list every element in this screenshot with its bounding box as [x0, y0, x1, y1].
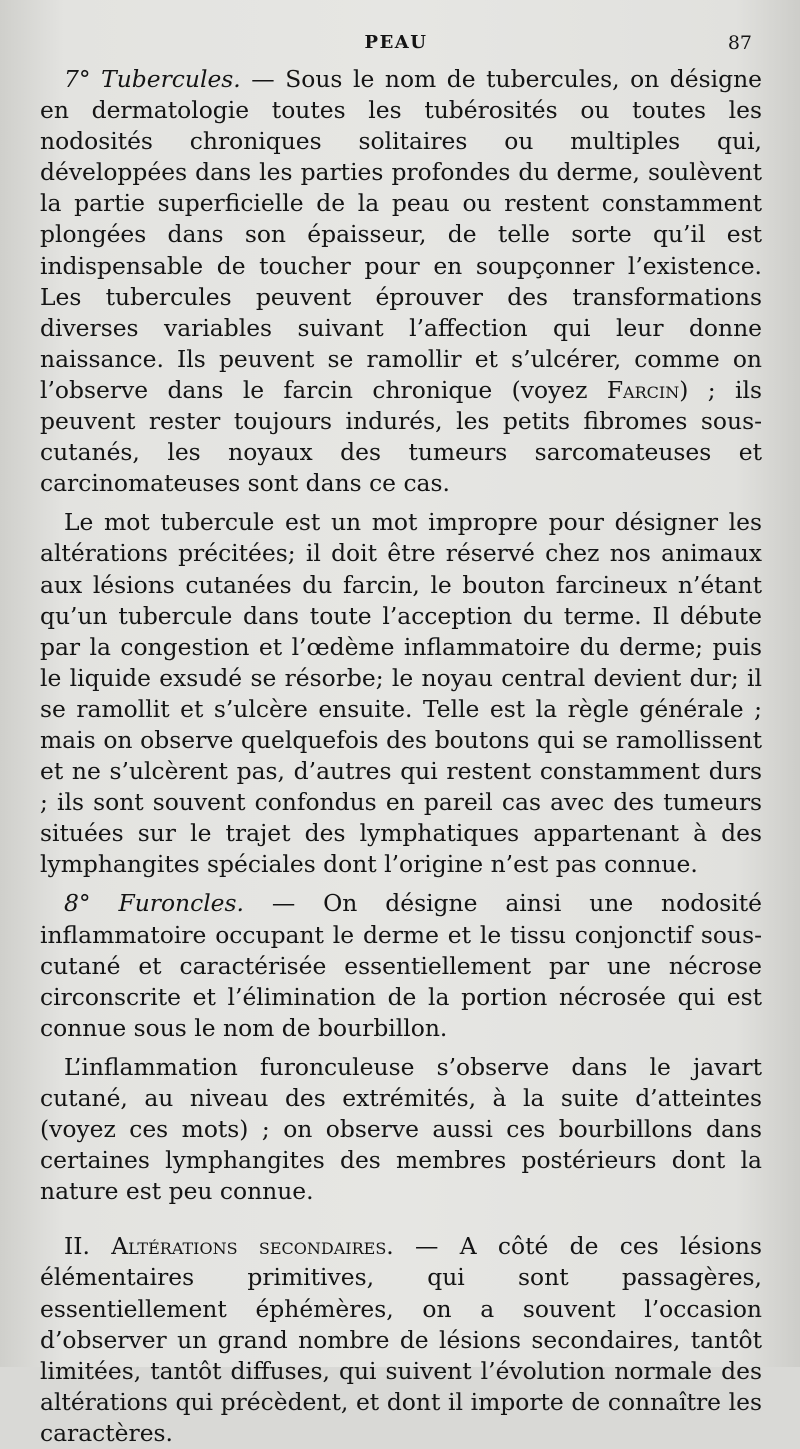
paragraph-tubercules — [40, 64, 762, 499]
body-text — [40, 64, 762, 1449]
paragraph-text: — Sous le nom de tubercules, on désigne en dermatologie toutes les tubérosités ou toutes les nodosités chroniques solitaires ou multiples qui, développées dans les parties profondes du derme, soulèvent la partie superficielle de la peau ou restent constamment plongées dans son épaisseur, de telle sorte qu’il est indispensable de toucher pour en soupçonner l’existence. Les tubercules peuvent éprouver des transformations diverses variables suivant l’affection qui leur donne naissance. Ils peuvent se ramollir et s’ulcérer, comme on l’observe dans le farcin chronique (voyez — [40, 65, 762, 404]
running-head: PEAU — [364, 32, 428, 53]
page-number: 87 — [727, 32, 752, 54]
paragraph-text: ) ; ils peuvent rester toujours indurés, les petits fibromes sous-cutanés, les noyaux des tumeurs sarcomateuses et carcinomateuses sont dans ce cas. — [40, 375, 762, 498]
paragraph-alterations-secondaires — [40, 1231, 762, 1449]
page-header — [40, 32, 752, 60]
section-heading-alterations-secondaires: II. Altérations secondaires. — [64, 1232, 394, 1261]
section-heading-furoncles: 8° Furoncles. — [64, 889, 244, 918]
paragraph-text: — On désigne ainsi une nodosité inflammatoire occupant le derme et le tissu conjonctif sous-cutané et caractérisée essentiellement par une nécrose circonscrite et l’élimination de la portion nécrosée qui est connue sous le nom de bourbillon. — [40, 889, 762, 1042]
paragraph-text: — A côté de ces lésions élémentaires primitives, qui sont passagères, essentiellement éphémères, on a souvent l’occasion d’observer un grand nombre de lésions secondaires, tantôt limitées, tantôt diffuses, qui suivent l’évolution normale des altérations qui précèdent, et dont il importe de connaître les caractères. — [40, 1232, 762, 1447]
paragraph-inflammation-furonculeuse: L’inflammation furonculeuse s’observe dans le javart cutané, au niveau des extrémités, à la suite d’atteintes (voyez ces mots) ; on observe aussi ces bourbillons dans certaines lymphangites des membres postérieurs dont la nature est peu connue. — [40, 1052, 762, 1206]
cross-reference: Farcin — [606, 375, 680, 404]
paragraph-furoncles — [40, 888, 762, 1043]
paragraph-tubercule-definition: Le mot tubercule est un mot impropre pour désigner les altérations précitées; il doit être réservé chez nos animaux aux lésions cutanées du farcin, le bouton farcineux n’étant qu’un tubercule dans toute l’acception du terme. Il débute par la congestion et l’œdème inflammatoire du derme; puis le liquide exsudé se résorbe; le noyau central devient dur; il se ramollit et s’ulcère ensuite. Telle est la règle générale ; mais on observe quelquefois des boutons qui se ramollissent et ne s’ulcèrent pas, d’autres qui restent constamment durs ; ils sont souvent confondus en pareil cas avec des tumeurs situées sur le trajet des lymphatiques appartenant à des lymphangites spéciales dont l’origine n’est pas connue. — [40, 508, 762, 879]
section-heading-tubercules: 7° Tubercules. — [64, 65, 241, 93]
